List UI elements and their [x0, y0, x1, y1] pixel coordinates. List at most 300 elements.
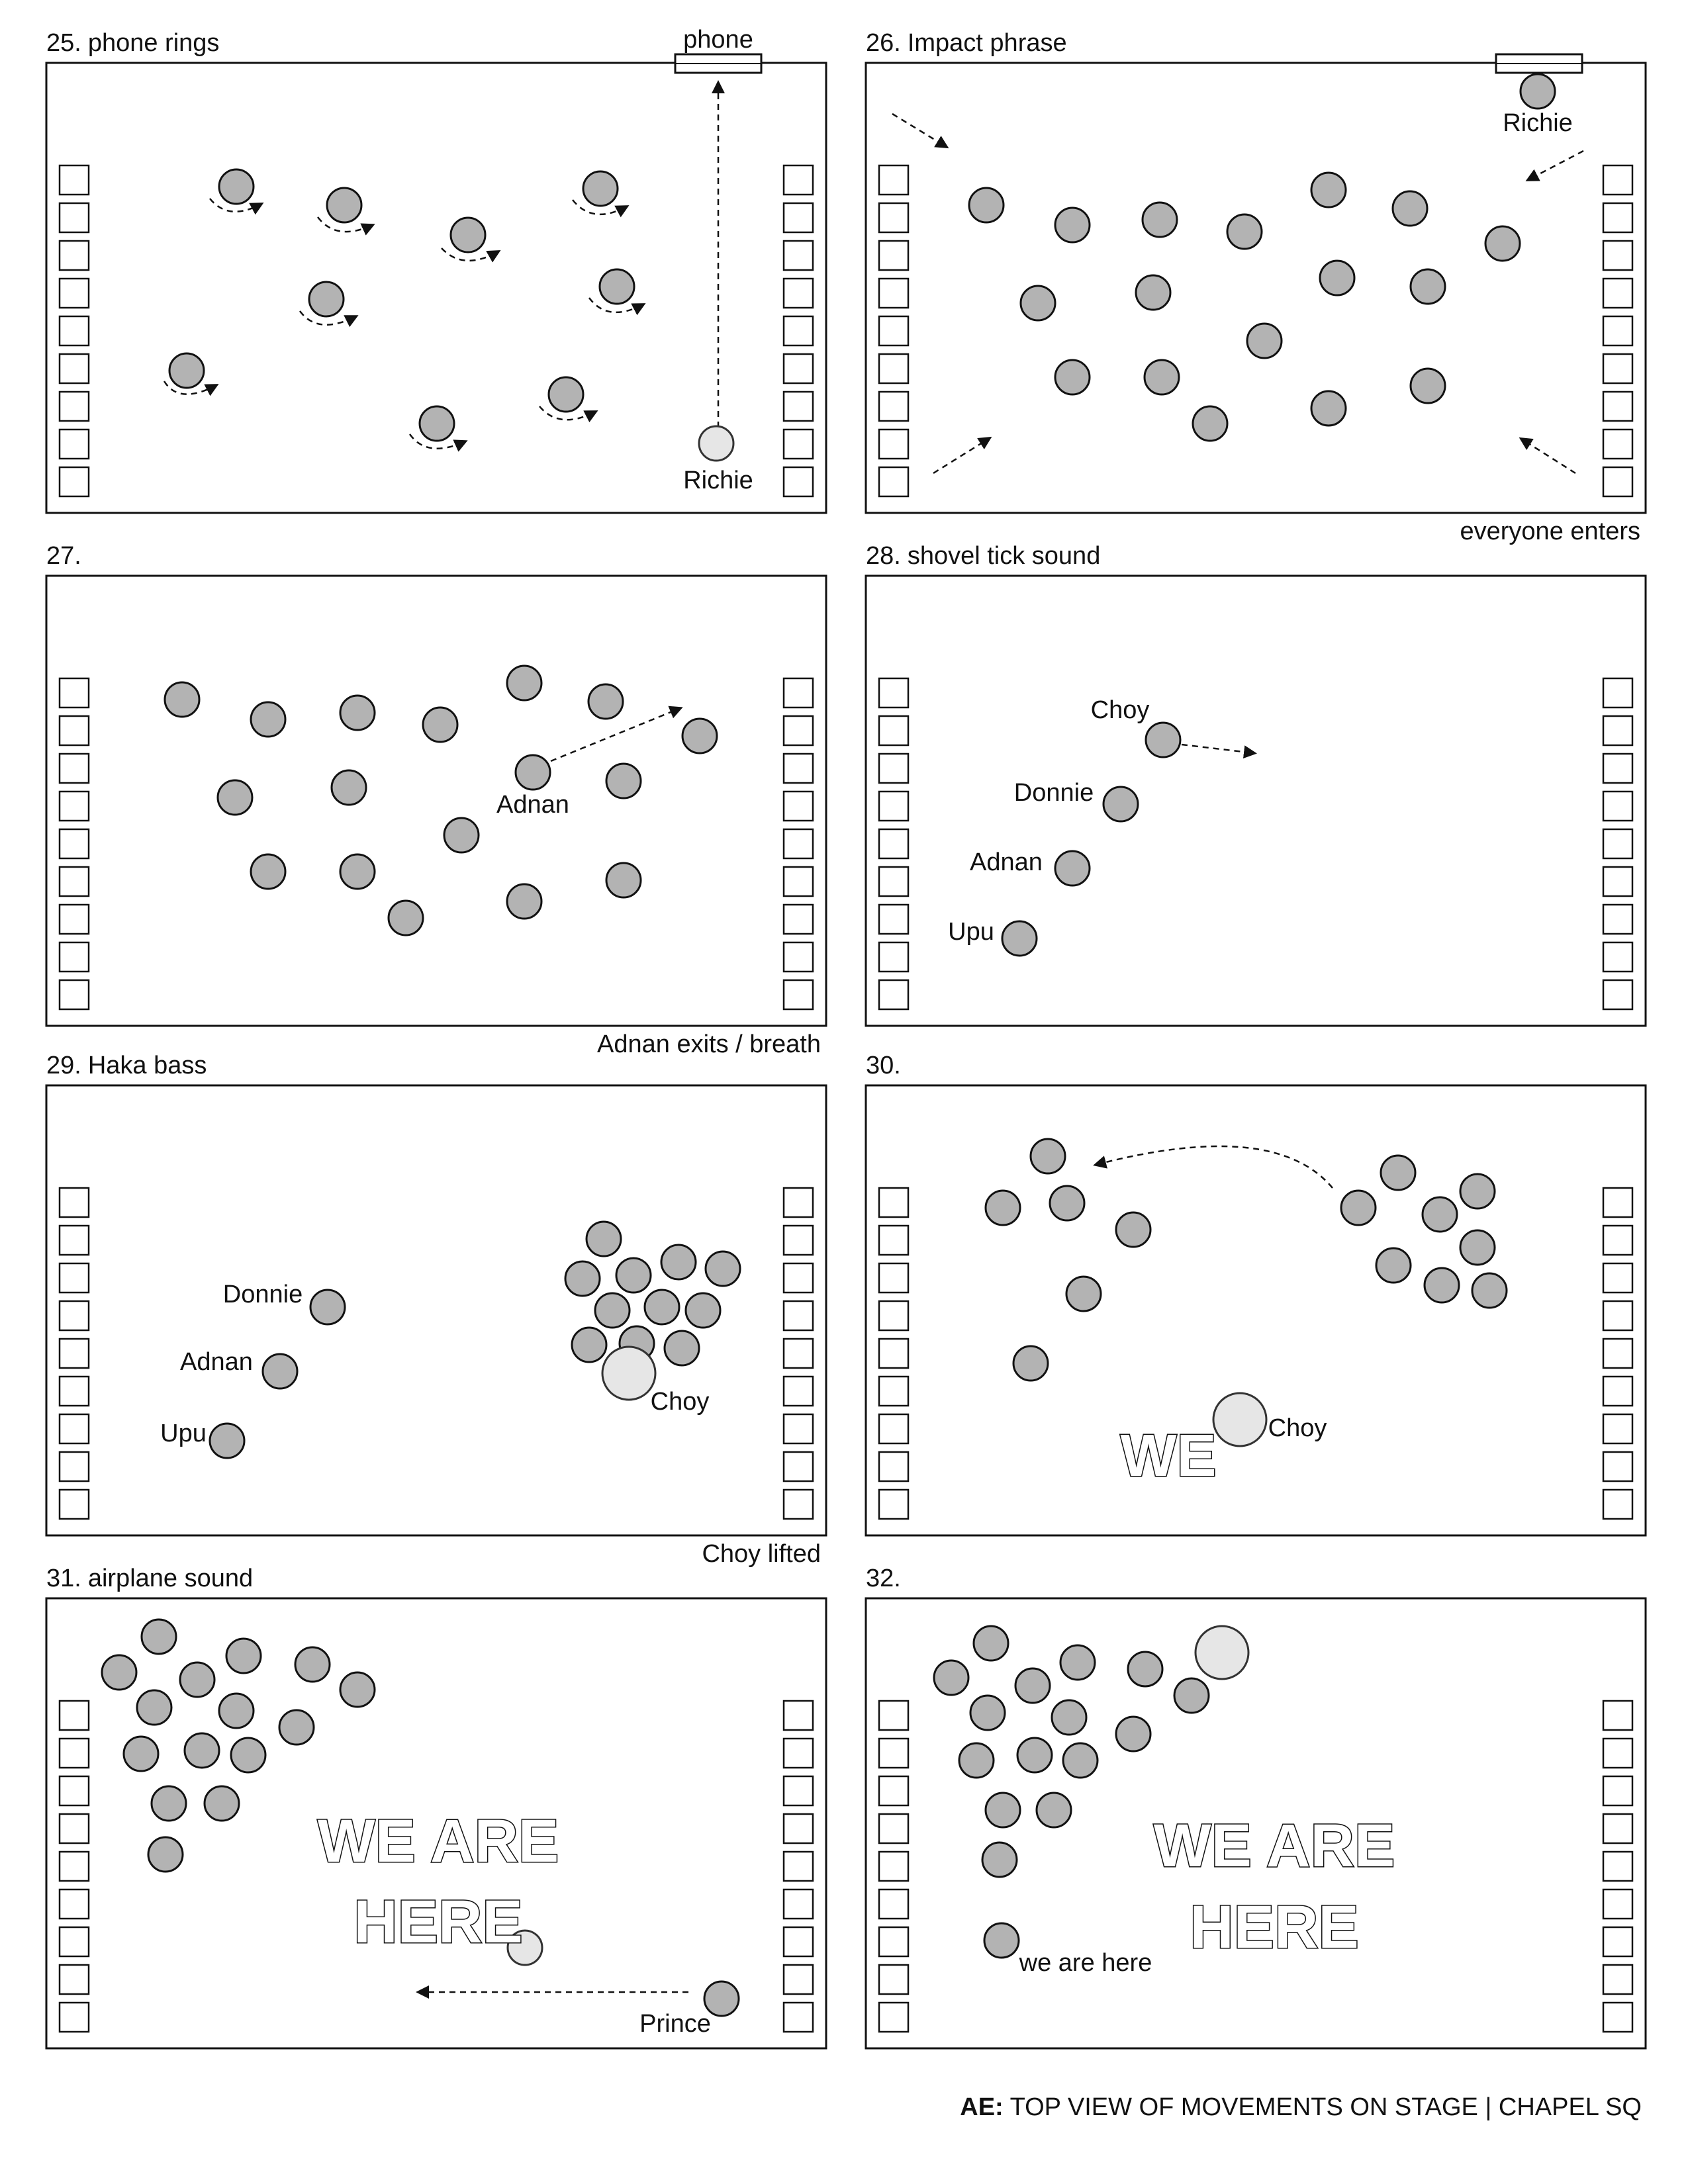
audience-seat: [60, 241, 89, 270]
audience-seat: [1603, 2003, 1632, 2032]
audience-seat: [879, 678, 908, 707]
stage-panel-29: [46, 1052, 826, 1568]
panel-note: everyone enters: [1460, 518, 1640, 545]
audience-seat: [784, 1301, 813, 1330]
audience-seat: [1603, 1852, 1632, 1881]
audience-seat: [879, 829, 908, 858]
audience-seat: [60, 716, 89, 745]
audience-seat: [784, 1852, 813, 1881]
audience-seat: [784, 392, 813, 421]
audience-seat: [879, 2003, 908, 2032]
panel-note: Adnan exits / breath: [597, 1030, 821, 1058]
performer-dot: [1136, 275, 1170, 310]
panel-title-text: phone rings: [87, 29, 220, 57]
performer-dot: [218, 780, 252, 815]
projected-text: WE ARE: [317, 1807, 559, 1875]
performer-dot: [310, 1290, 345, 1324]
performer-dot: [1146, 723, 1180, 757]
performer-dot: [1341, 1191, 1376, 1225]
panel-title: [46, 1052, 207, 1079]
projected-text: WE: [1120, 1423, 1217, 1489]
panel-title: [46, 542, 81, 570]
stage-panel-30: [866, 1052, 1646, 1535]
audience-seat: [60, 678, 89, 707]
stage-outline: [866, 576, 1646, 1026]
audience-seat: [879, 942, 908, 972]
panel-number: 31.: [46, 1565, 81, 1592]
audience-seat: [1603, 1263, 1632, 1293]
audience-seat: [879, 867, 908, 896]
performer-dot: [1037, 1793, 1071, 1827]
audience-seat: [1603, 1927, 1632, 1956]
performer-dot: [152, 1786, 186, 1821]
performer-name: Richie: [683, 467, 753, 494]
performer-dot: [661, 1245, 696, 1279]
performer-dot: [1423, 1197, 1457, 1232]
audience-seat: [879, 203, 908, 232]
performer-name: Choy: [1268, 1414, 1327, 1442]
performer-dot: [984, 1923, 1019, 1958]
performer-dot: [340, 1672, 375, 1707]
audience-seat: [60, 1263, 89, 1293]
performer-dot: [251, 854, 285, 889]
performer-dot: [969, 188, 1004, 222]
performer-name: Donnie: [1013, 779, 1094, 807]
audience-seat: [784, 1701, 813, 1730]
panel-number: 30.: [866, 1052, 901, 1079]
audience-seat: [1603, 1339, 1632, 1368]
panel-title: [866, 542, 1100, 570]
footer-caption: [960, 2093, 1642, 2121]
performer-dot: [1050, 1186, 1084, 1220]
performer-dot: [706, 1251, 740, 1286]
movement-arrow: [933, 438, 990, 473]
movement-arrow: [892, 114, 947, 147]
audience-seat: [879, 1188, 908, 1217]
panel-title: [46, 1565, 253, 1592]
audience-seat: [1603, 980, 1632, 1009]
audience-seat: [784, 1414, 813, 1443]
audience-seat: [60, 1852, 89, 1881]
audience-seat: [60, 1188, 89, 1217]
performer-dot: [686, 1293, 720, 1328]
audience-seat: [784, 1226, 813, 1255]
panel-number: 29.: [46, 1052, 81, 1079]
audience-seat: [784, 354, 813, 383]
audience-seat: [60, 1226, 89, 1255]
stage-panel-26: [866, 29, 1646, 545]
performer-dot: [1193, 406, 1227, 441]
audience-seat: [60, 1814, 89, 1843]
stage-panel-25: [46, 26, 826, 513]
audience-seat: [784, 1739, 813, 1768]
audience-seat: [1603, 1814, 1632, 1843]
performer-dot: [595, 1293, 630, 1328]
performer-dot: [142, 1619, 176, 1654]
performer-name: Adnan: [496, 791, 569, 819]
panel-number: 26.: [866, 29, 901, 57]
panel-title: [866, 1565, 901, 1592]
audience-seat: [879, 1852, 908, 1881]
audience-seat: [784, 754, 813, 783]
performer-dot: [1002, 921, 1037, 956]
audience-seat: [879, 279, 908, 308]
audience-seat: [879, 980, 908, 1009]
audience-seat: [784, 316, 813, 345]
audience-seat: [879, 754, 908, 783]
audience-seat: [879, 467, 908, 496]
performer-name: Adnan: [970, 848, 1043, 876]
audience-seat: [784, 2003, 813, 2032]
performer-dot: [279, 1710, 314, 1745]
movement-arrow: [1096, 1146, 1333, 1188]
performer-dot: [1063, 1743, 1098, 1778]
performer-name: Richie: [1503, 109, 1573, 137]
performer-dot: [210, 1424, 244, 1458]
audience-seat: [879, 1377, 908, 1406]
performer-dot: [516, 755, 550, 790]
performer-dot: [1425, 1268, 1459, 1302]
performer-dot: [1145, 360, 1179, 394]
audience-seat: [1603, 467, 1632, 496]
performer-dot: [1311, 173, 1346, 207]
audience-seat: [60, 2003, 89, 2032]
performer-dot: [251, 702, 285, 737]
audience-seat: [784, 829, 813, 858]
performer-dot: [169, 353, 204, 388]
performer-dot: [665, 1331, 699, 1365]
audience-seat: [879, 241, 908, 270]
audience-seat: [60, 905, 89, 934]
audience-seat: [879, 1301, 908, 1330]
stage-panel-27: [46, 542, 826, 1058]
audience-seat: [879, 716, 908, 745]
audience-seat: [60, 1301, 89, 1330]
audience-seat: [879, 1814, 908, 1843]
audience-seat: [60, 942, 89, 972]
performer-dot: [1393, 191, 1427, 226]
audience-seat: [784, 430, 813, 459]
performer-dot: [1055, 208, 1090, 242]
panel-title-text: Impact phrase: [907, 29, 1067, 57]
performer-dot: [219, 1694, 254, 1728]
performer-dot: [1174, 1678, 1209, 1713]
performer-dot: [1485, 226, 1520, 261]
audience-seat: [879, 430, 908, 459]
performer-name: Prince: [639, 2010, 711, 2038]
performer-dot: [137, 1690, 171, 1725]
audience-seat: [60, 1490, 89, 1519]
performer-dot: [1143, 203, 1177, 237]
audience-seat: [1603, 1452, 1632, 1481]
performer-dot: [1116, 1717, 1150, 1751]
panel-note: Choy lifted: [702, 1540, 821, 1568]
projected-text: WE ARE: [1153, 1812, 1395, 1880]
performer-dot: [616, 1258, 651, 1293]
performer-dot: [572, 1328, 606, 1362]
performer-dot: [1460, 1230, 1495, 1265]
performer-dot: [959, 1743, 994, 1778]
audience-seat: [1603, 279, 1632, 308]
performer-dot: [1103, 787, 1138, 821]
phone-label: phone: [683, 26, 753, 54]
audience-seat: [784, 1814, 813, 1843]
audience-seat: [60, 792, 89, 821]
audience-seat: [879, 1339, 908, 1368]
audience-seat: [1603, 1739, 1632, 1768]
audience-seat: [784, 1263, 813, 1293]
audience-seat: [784, 1377, 813, 1406]
performer-dot: [423, 707, 457, 742]
audience-seat: [60, 316, 89, 345]
panel-title-text: shovel tick sound: [907, 542, 1101, 570]
audience-seat: [784, 467, 813, 496]
audience-seat: [784, 716, 813, 745]
performer-dot: [231, 1738, 265, 1772]
audience-seat: [784, 867, 813, 896]
audience-seat: [60, 1889, 89, 1919]
audience-seat: [1603, 829, 1632, 858]
performer-dot: [986, 1191, 1020, 1225]
audience-seat: [784, 1965, 813, 1994]
audience-seat: [879, 354, 908, 383]
panels-layer: [46, 26, 1646, 2048]
performer-dot: [606, 863, 641, 897]
audience-seat: [60, 467, 89, 496]
performer-dot: [934, 1661, 968, 1695]
performer-dot: [1013, 1346, 1048, 1381]
performer-name: we are here: [1019, 1949, 1152, 1977]
audience-seat: [1603, 792, 1632, 821]
performer-dot: [507, 884, 541, 919]
performer-dot: [309, 282, 344, 316]
audience-seat: [1603, 1301, 1632, 1330]
audience-seat: [1603, 1188, 1632, 1217]
audience-seat: [60, 430, 89, 459]
panel-number: 32.: [866, 1565, 901, 1592]
performer-dot: [549, 377, 583, 412]
audience-seat: [60, 203, 89, 232]
audience-seat: [784, 279, 813, 308]
performer-dot: [507, 666, 541, 700]
performer-name: Donnie: [222, 1281, 303, 1308]
audience-seat: [879, 1739, 908, 1768]
stage-panel-32: [866, 1565, 1646, 2048]
audience-seat: [1603, 316, 1632, 345]
performer-dot: [1017, 1738, 1052, 1772]
audience-seat: [879, 1889, 908, 1919]
audience-seat: [60, 754, 89, 783]
projected-text: HERE: [353, 1888, 523, 1956]
performer-dot: [102, 1655, 136, 1690]
performer-dot: [263, 1354, 297, 1388]
performer-dot: [420, 406, 454, 441]
footer-text: TOP VIEW OF MOVEMENTS ON STAGE | CHAPEL SQ: [1003, 2093, 1642, 2121]
audience-seat: [60, 867, 89, 896]
performer-dot: [1521, 74, 1555, 109]
audience-seat: [1603, 241, 1632, 270]
audience-seat: [784, 1452, 813, 1481]
audience-seat: [879, 165, 908, 195]
audience-seat: [60, 1452, 89, 1481]
audience-seat: [60, 1965, 89, 1994]
audience-seat: [879, 1701, 908, 1730]
performer-dot: [124, 1737, 158, 1771]
audience-seat: [784, 1490, 813, 1519]
audience-seat: [1603, 203, 1632, 232]
performer-dot: [226, 1639, 261, 1673]
audience-seat: [879, 1452, 908, 1481]
performer-dot: [148, 1837, 183, 1872]
audience-seat: [1603, 1776, 1632, 1805]
panel-number: 25.: [46, 29, 81, 57]
audience-seat: [60, 1377, 89, 1406]
performer-dot: [1227, 214, 1262, 249]
performer-name: Choy: [1090, 696, 1150, 724]
footer-prefix: AE:: [960, 2093, 1004, 2121]
audience-seat: [1603, 1377, 1632, 1406]
stage-outline: [46, 576, 826, 1026]
performer-dot: [982, 1843, 1017, 1877]
performer-dot: [205, 1786, 239, 1821]
performer-dot: [970, 1696, 1005, 1730]
performer-dot: [1411, 269, 1445, 304]
audience-seat: [60, 1927, 89, 1956]
audience-seat: [60, 354, 89, 383]
performer-dot: [602, 1347, 655, 1400]
audience-seat: [60, 1701, 89, 1730]
performer-dot: [1411, 369, 1445, 403]
audience-seat: [784, 1927, 813, 1956]
audience-seat: [879, 1226, 908, 1255]
performer-dot: [1472, 1273, 1507, 1308]
performer-dot: [1055, 851, 1090, 886]
audience-seat: [60, 392, 89, 421]
audience-seat: [60, 279, 89, 308]
performer-dot: [1021, 286, 1055, 320]
performer-dot: [332, 770, 366, 805]
performer-name: Adnan: [180, 1348, 253, 1376]
audience-seat: [60, 829, 89, 858]
performer-dot: [451, 218, 485, 252]
audience-seat: [879, 1965, 908, 1994]
performer-dot: [974, 1626, 1008, 1661]
audience-seat: [879, 905, 908, 934]
performer-dot: [1460, 1174, 1495, 1208]
performer-name: Choy: [650, 1388, 710, 1416]
movement-arrow: [1528, 151, 1583, 180]
performer-dot: [588, 684, 623, 719]
panel-title: [46, 29, 219, 57]
audience-seat: [1603, 1226, 1632, 1255]
audience-seat: [879, 1263, 908, 1293]
audience-seat: [60, 1414, 89, 1443]
performer-dot: [682, 719, 717, 753]
performer-dot: [1066, 1277, 1101, 1311]
performer-dot: [1213, 1393, 1266, 1446]
panel-number: 28.: [866, 542, 901, 570]
audience-seat: [784, 241, 813, 270]
performer-dot: [389, 901, 423, 935]
audience-seat: [60, 1339, 89, 1368]
performer-dot: [340, 696, 375, 730]
panel-title: [866, 29, 1067, 57]
audience-seat: [1603, 1701, 1632, 1730]
audience-seat: [1603, 678, 1632, 707]
audience-seat: [784, 980, 813, 1009]
stage-outline: [866, 1085, 1646, 1535]
performer-dot: [699, 426, 733, 461]
audience-seat: [784, 1776, 813, 1805]
audience-seat: [1603, 942, 1632, 972]
audience-seat: [879, 1927, 908, 1956]
audience-seat: [784, 1188, 813, 1217]
performer-dot: [1116, 1212, 1150, 1247]
performer-dot: [185, 1733, 219, 1768]
audience-seat: [1603, 165, 1632, 195]
audience-seat: [60, 1739, 89, 1768]
performer-dot: [1381, 1156, 1415, 1190]
audience-seat: [879, 1414, 908, 1443]
performer-dot: [1060, 1645, 1095, 1680]
movement-arrow: [1521, 439, 1575, 473]
audience-seat: [784, 1889, 813, 1919]
audience-seat: [1603, 392, 1632, 421]
audience-seat: [60, 1776, 89, 1805]
performer-dot: [1196, 1626, 1248, 1679]
movement-arrow: [1182, 745, 1254, 753]
audience-seat: [879, 316, 908, 345]
audience-seat: [879, 1490, 908, 1519]
audience-seat: [784, 1339, 813, 1368]
performer-dot: [583, 171, 618, 206]
performer-dot: [1015, 1668, 1050, 1703]
audience-seat: [879, 392, 908, 421]
performer-dot: [1376, 1248, 1411, 1283]
performer-dot: [1247, 324, 1282, 358]
performer-dot: [565, 1261, 600, 1296]
audience-seat: [1603, 716, 1632, 745]
performer-dot: [1128, 1652, 1162, 1686]
performer-dot: [1320, 261, 1354, 295]
performer-dot: [219, 169, 254, 204]
performer-dot: [180, 1662, 214, 1697]
audience-seat: [1603, 1889, 1632, 1919]
audience-seat: [879, 1776, 908, 1805]
performer-name: Upu: [948, 918, 994, 946]
audience-seat: [784, 203, 813, 232]
audience-seat: [1603, 867, 1632, 896]
performer-dot: [586, 1222, 621, 1256]
performer-name: Upu: [160, 1420, 207, 1447]
performer-dot: [645, 1290, 679, 1324]
panel-title-text: airplane sound: [87, 1565, 254, 1592]
audience-seat: [784, 678, 813, 707]
audience-seat: [784, 165, 813, 195]
audience-seat: [879, 792, 908, 821]
stage-panel-31: [46, 1565, 826, 2048]
audience-seat: [784, 942, 813, 972]
performer-dot: [1052, 1700, 1086, 1735]
panel-number: 27.: [46, 542, 81, 570]
audience-seat: [784, 792, 813, 821]
performer-dot: [165, 682, 199, 717]
audience-seat: [1603, 754, 1632, 783]
performer-dot: [986, 1793, 1020, 1827]
projected-text: HERE: [1190, 1893, 1359, 1961]
performer-dot: [1311, 391, 1346, 426]
audience-seat: [60, 980, 89, 1009]
